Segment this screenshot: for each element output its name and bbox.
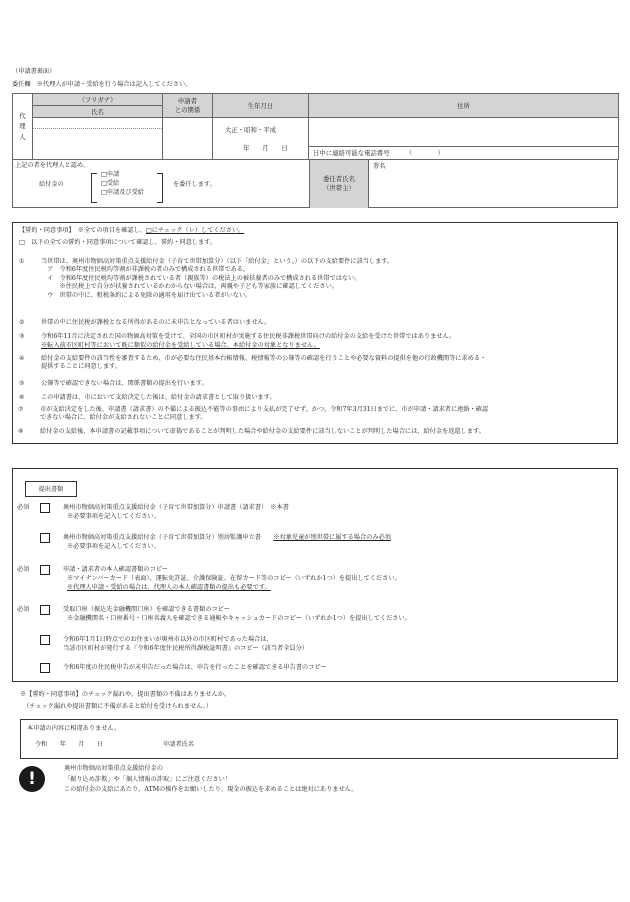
warning-icon: ! bbox=[19, 766, 45, 792]
phone-label: 日中に連絡可能な電話番号 （ ） bbox=[313, 149, 445, 157]
notes: ※【誓約・同意事項】のチェック漏れや、提出書類の不備はありませんか。 （チェック漏れや提出書類に不備があると給付を受けられません。） bbox=[20, 691, 231, 710]
relation-header: 申請者 との関係 bbox=[163, 94, 213, 118]
delegation-options[interactable] bbox=[101, 171, 144, 198]
proxy-section-title: 委任欄 ※代理人が申請・受給を行う場合は記入してください。 bbox=[12, 81, 192, 88]
doc-5: 令和6年1月1日時点でのお住まいが奥州市以外の市区町村であった場合は、 当該市区町村が発行する『令和6年度住民税所得課税証明書』のコピー（該当者全員分） bbox=[63, 636, 308, 652]
delegate-text: 上記の者を代理人と認め、 bbox=[15, 162, 90, 169]
inin-label: を委任します。 bbox=[173, 181, 216, 188]
delegation-box bbox=[12, 160, 618, 208]
kyufukin-label: 給付金の bbox=[39, 181, 64, 188]
birthdate-header: 生年月日 bbox=[213, 94, 309, 118]
proxy-table bbox=[12, 93, 619, 160]
doc-3-checkbox[interactable] bbox=[40, 565, 50, 575]
option-apply[interactable]: □申請 bbox=[101, 171, 120, 178]
option-receive[interactable]: □受給 bbox=[101, 179, 120, 187]
fraud-warning: 奥州市物価高対策重点支援給付金の 「振り込め詐欺」や「個人情報の詐取」にご注意ください！ この給付金の支給にあたり、ATMの操作をお願いしたり、現金の振込を求めることは絶対にありません。 bbox=[64, 765, 358, 794]
doc-6: 令和6年度の住民税申告が未申告だった場合は、申告を行ったことを確認できる申告書のコピー bbox=[63, 664, 327, 671]
consent-item-2[interactable]: ② 世帯の中に住民税が課税となる所得があるのに未申告となっている者はいません。 bbox=[19, 319, 271, 326]
address-header: 住所 bbox=[309, 94, 619, 118]
required-label-3: 必須 bbox=[17, 606, 30, 613]
documents-title: 提出書類 bbox=[25, 481, 77, 497]
consent-item-6[interactable]: ⑥ この申請書は、市において支給決定した後は、給付金の請求書として取り扱います。 bbox=[19, 394, 276, 401]
documents-box bbox=[12, 468, 618, 682]
doc-3: 申請・請求者の本人確認書類のコピー ※マイナンバーカード（表面）、運転免許証、介護保険証、在留カード等のコピー（いずれか1つ）を提出してください。 ※代理人申請・受給の場合は、代理人の本人確認書類の提出も必要です。 bbox=[63, 566, 401, 591]
doc-2: 奥州市物価高対策重点支援給付金（子育て世帯加算分）別居監護申立書 ※対象児童が別世帯に属する場合のみ必須 ※必要事項を記入してください。 bbox=[63, 534, 391, 550]
confirm-text: 本申請の内容に相違ありません。 bbox=[27, 725, 121, 732]
doc-2-checkbox[interactable] bbox=[40, 533, 50, 543]
option-both[interactable]: □申請及び受給 bbox=[101, 188, 144, 196]
consent-item-4[interactable]: ④ 給付金の支給要件の該当性を審査するため、市が必要な住民基本台帳情報、税情報等の公簿等の確認を行うことや必要な資料の提供を他の行政機関等に求める・ 提供することに同意します。 bbox=[19, 355, 487, 371]
proxy-label: 代 理 人 bbox=[13, 94, 33, 160]
confirm-date[interactable]: 令和 年 月 日 bbox=[35, 741, 104, 748]
furigana-header: （フリガナ） bbox=[33, 94, 163, 106]
doc-1-checkbox[interactable] bbox=[40, 503, 50, 513]
doc-6-checkbox[interactable] bbox=[40, 663, 50, 673]
consent-item-7[interactable]: ⑦ 市が支給決定をした後、申請書（請求書）の不備による振込不能等の事由により支払が完了せず、かつ、令和7年3月31日までに、市が申請・請求者に連絡・確認 できない場合に、給付金が支給されないことに同意します。 bbox=[18, 406, 489, 422]
name-header: 氏名 bbox=[33, 106, 163, 118]
consent-title: 【誓約・同意事項】 ※全ての項目を確認し、□にチェック（レ）してください。 bbox=[19, 227, 245, 234]
doc-1: 奥州市物価高対策重点支援給付金（子育て世帯加算分）申請書（請求書） ※本書 ※必要事項を記入してください。 bbox=[63, 504, 289, 520]
doc-4-checkbox[interactable] bbox=[40, 605, 50, 615]
consent-item-8[interactable]: ⑧ 給付金の支給後、本申請書の記載事項について虚偽であることが判明した場合や給付金の支給要件に該当しないことが判明した場合には、給付金を返還します。 bbox=[18, 428, 485, 435]
required-label-1: 必須 bbox=[17, 504, 30, 511]
proxy-birthdate-field[interactable]: 大正・昭和・平成 年 月 日 bbox=[213, 118, 309, 160]
delegator-label: 委任者氏名 （世帯主） bbox=[309, 160, 369, 208]
consent-item-5[interactable]: ⑤ 公簿等で確認できない場合は、関係書類の提出を行います。 bbox=[19, 380, 208, 387]
applicant-name[interactable]: 申請者氏名 bbox=[163, 741, 194, 748]
proxy-relation-field[interactable] bbox=[163, 118, 213, 160]
page-side-label: （申請書裏面） bbox=[12, 68, 56, 75]
consent-all-checkbox[interactable]: □ 以下の全ての誓約・同意事項について確認し、誓約・同意します。 bbox=[19, 239, 217, 246]
doc-4: 受取口座（振込先金融機関口座）を確認できる書類のコピー ※金融機関名・口座番号・口座名義人を確認できる通帳やキャッシュカードのコピー（いずれか1つ）を提出してください。 bbox=[63, 606, 411, 622]
required-label-2: 必須 bbox=[17, 566, 30, 573]
proxy-address-field[interactable] bbox=[309, 118, 619, 160]
consent-item-3[interactable]: ③ 令和6年11月に決定された国の物価高対策を受けて、全国の市区町村が実施する住民税非課税世帯向けの給付金の支給を受けた世帯ではありません。 ※転入前市区町村等において既に類似の給付金を受給している場合、本給付金の対象となりません。 bbox=[19, 333, 456, 349]
doc-5-checkbox[interactable] bbox=[40, 635, 50, 645]
signature-label: 署名 bbox=[373, 163, 386, 170]
proxy-name-field[interactable] bbox=[33, 118, 163, 160]
confirm-box bbox=[20, 719, 618, 759]
consent-item-1[interactable]: ① 当世帯は、奥州市物価高対策重点支援給付金（子育て世帯加算分）（以下「給付金」という。）の以下の支給要件に該当します。 ア 令和6年度住民税均等割が非課税の者のみで構成される世帯である。 イ 令和6年度住民税均等割が課税されている者（親族等）の税法上の被扶養者のみで構成される世帯ではない。 ※住民税上で自分が扶養されているかわからない場合は、両親や子ども等家族に確認してください。 ウ 世帯の中に、租税条約による免除の適用を届け出ている者がいない。 bbox=[19, 258, 394, 299]
